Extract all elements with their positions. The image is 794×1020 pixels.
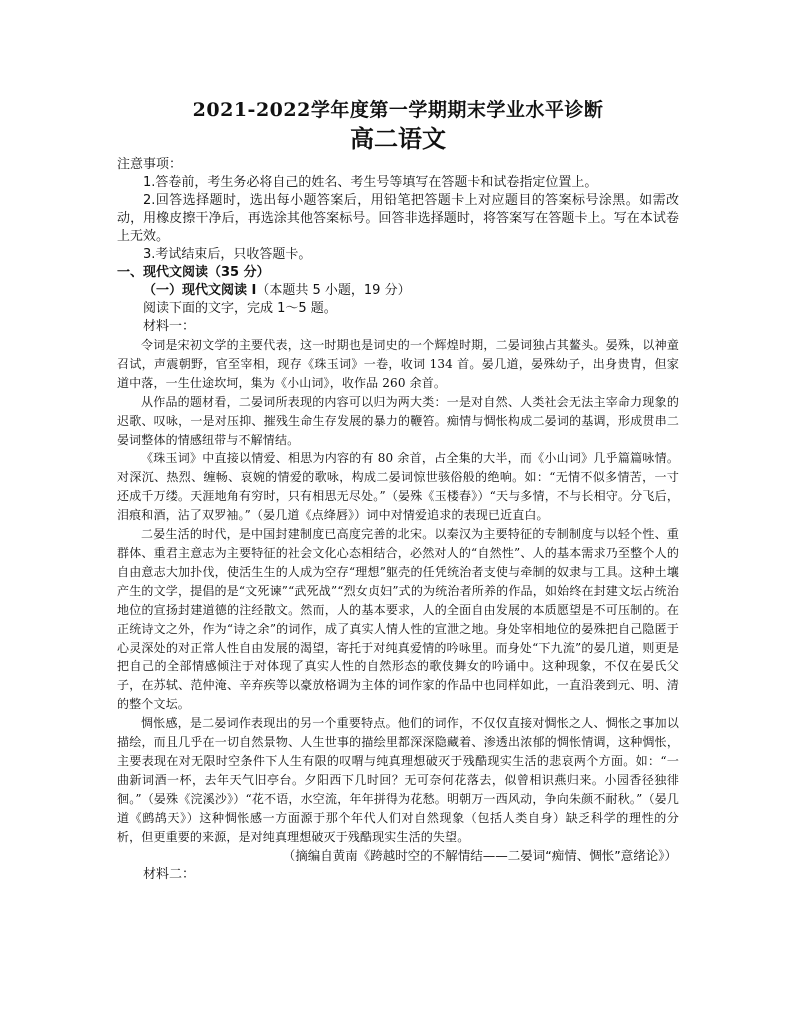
paragraph: 惆怅感，是二晏词作表现出的另一个重要特点。他们的词作，不仅仅直接对惆怅之人、惆怅之事加以描绘，而且几乎在一切自然景物、人生世事的描绘里都深深隐藏着、渗透出浓郁的惆怅情调，这种惆怅，主要表现在对无限时空条件下人生有限的叹喟与纯真理想破灭于残酷现实生活的悲哀两个方面。如：“一曲新词酒一杯，去年天气旧亭台。夕阳西下几时回？无可奈何花落去，似曾相识燕归来。小园香径独徘徊。”（晏殊《浣溪沙》）“花不语，水空流，年年拼得为花愁。明朝万一西风动，争向朱颜不耐秋。”（晏几道《鹧鸪天》）这种惆怅感一方面源于那个年代人们对自然现象（包括人类自身）缺乏科学的理性的分析，但更重要的来源，是对纯真理想破灭于残酷现实生活的失望。 [117, 716, 679, 844]
paragraph: 令词是宋初文学的主要代表，这一时期也是词史的一个辉煌时期，二晏词独占其鳌头。晏殊，以神童召试，声震朝野，官至宰相，现存《珠玉词》一卷，收词 134 首。晏几道，晏殊幼子，出身贵胄，但家道中落，一生仕途坎坷，集为《小山词》，收作品 260 余首。 [117, 338, 679, 390]
instructions-heading: 注意事项： [117, 157, 183, 172]
subsection-note: （本题共 5 小题，19 分） [256, 283, 411, 298]
section-heading: 一、现代文阅读（35 分） [117, 265, 270, 280]
instructions-block [117, 156, 679, 264]
source-citation: （摘编自黄南《跨越时空的不解情结——二晏词“痴情、惆怅”意绪论》） [282, 848, 677, 864]
instruction-item: 2.回答选择题时，选出每小题答案后，用铅笔把答题卡上对应题目的答案标号涂黑。如需改动，用橡皮擦干净后，再选涂其他答案标号。回答非选择题时，将答案写在答题卡上。写在本试卷上无效。 [117, 193, 679, 244]
exam-title: 2021-2022学年度第一学期期末学业水平诊断 [192, 99, 604, 121]
material-one-text [117, 336, 679, 846]
material-label: 材料二： [143, 867, 196, 883]
subject-title: 高二语文 [350, 124, 446, 153]
material-label: 材料一： [143, 319, 196, 334]
subsection-heading [117, 282, 679, 300]
paragraph: 从作品的题材看，二晏词所表现的内容可以归为两大类：一是对自然、人类社会无法主宰命力现象的迟歌、叹咏，一是对压抑、摧残生命生存发展的暴力的鞭笞。痴情与惆怅构成二晏词的基调，形成贯串二晏词整体的情感纽带与不解情结。 [117, 394, 679, 447]
paragraph: 二晏生活的时代，是中国封建制度已高度完善的北宋。以秦汉为主要特征的专制制度与以轻个性、重群体、重君主意志为主要特征的社会文化心态相结合，必然对人的“自然性”、人的基本需求乃至整个人的自由意志大加扑伐，使活生生的人成为空存“理想”躯壳的任凭统治者支使与牵制的奴隶与工具。这种土壤产生的文学，提倡的是“文死谏”“武死战”“烈女贞妇”式的为统治者所养的作品，如始终在封建文坛占统治地位的宣扬封建道德的注经散文。然而，人的基本要求，人的全面自由发展的本质愿望是不可压制的。在正统诗文之外，作为“诗之余”的词作，成了真实人情人性的宣泄之地。身处宰相地位的晏殊把自己隐匿于心灵深处的对正常人性自由发展的渴望，寄托于对纯真爱情的吟咏里。而身处“下九流”的晏几道，则更是把自己的全部情感倾注于对体现了真实人性的自然形态的歌伎舞女的吟诵中。这种现象，不仅在晏氏父子，在苏轼、范仲淹、辛弃疾等以豪放格调为主体的词作家的作品中也同样如此，一直沿袭到元、明、清的整个文坛。 [117, 527, 679, 712]
subsection-title: （一）现代文阅读 I [143, 283, 257, 298]
instruction-item: 1.答卷前，考生务必将自己的姓名、考生号等填写在答题卡和试卷指定位置上。 [143, 175, 598, 190]
reading-prompt: 阅读下面的文字，完成 1～5 题。 [143, 301, 337, 316]
instruction-item: 3.考试结束后，只收答题卡。 [143, 247, 312, 262]
paragraph: 《珠玉词》中直接以情爱、相思为内容的有 80 余首，占全集的大半，而《小山词》几乎篇篇咏情。对深沉、热烈、缠畅、哀婉的情爱的歌咏，构成二晏词惊世骇俗般的绝响。如：“无情不似多情苦，一寸还成千万缕。天涯地角有穷时，只有相思无尽处。”（晏殊《玉楼春》）“天与多情，不与长相守。分飞后，泪痕和酒，沾了双罗袖。”（晏几道《点绛唇》）词中对情爱追求的表现已近直白。 [117, 451, 679, 523]
